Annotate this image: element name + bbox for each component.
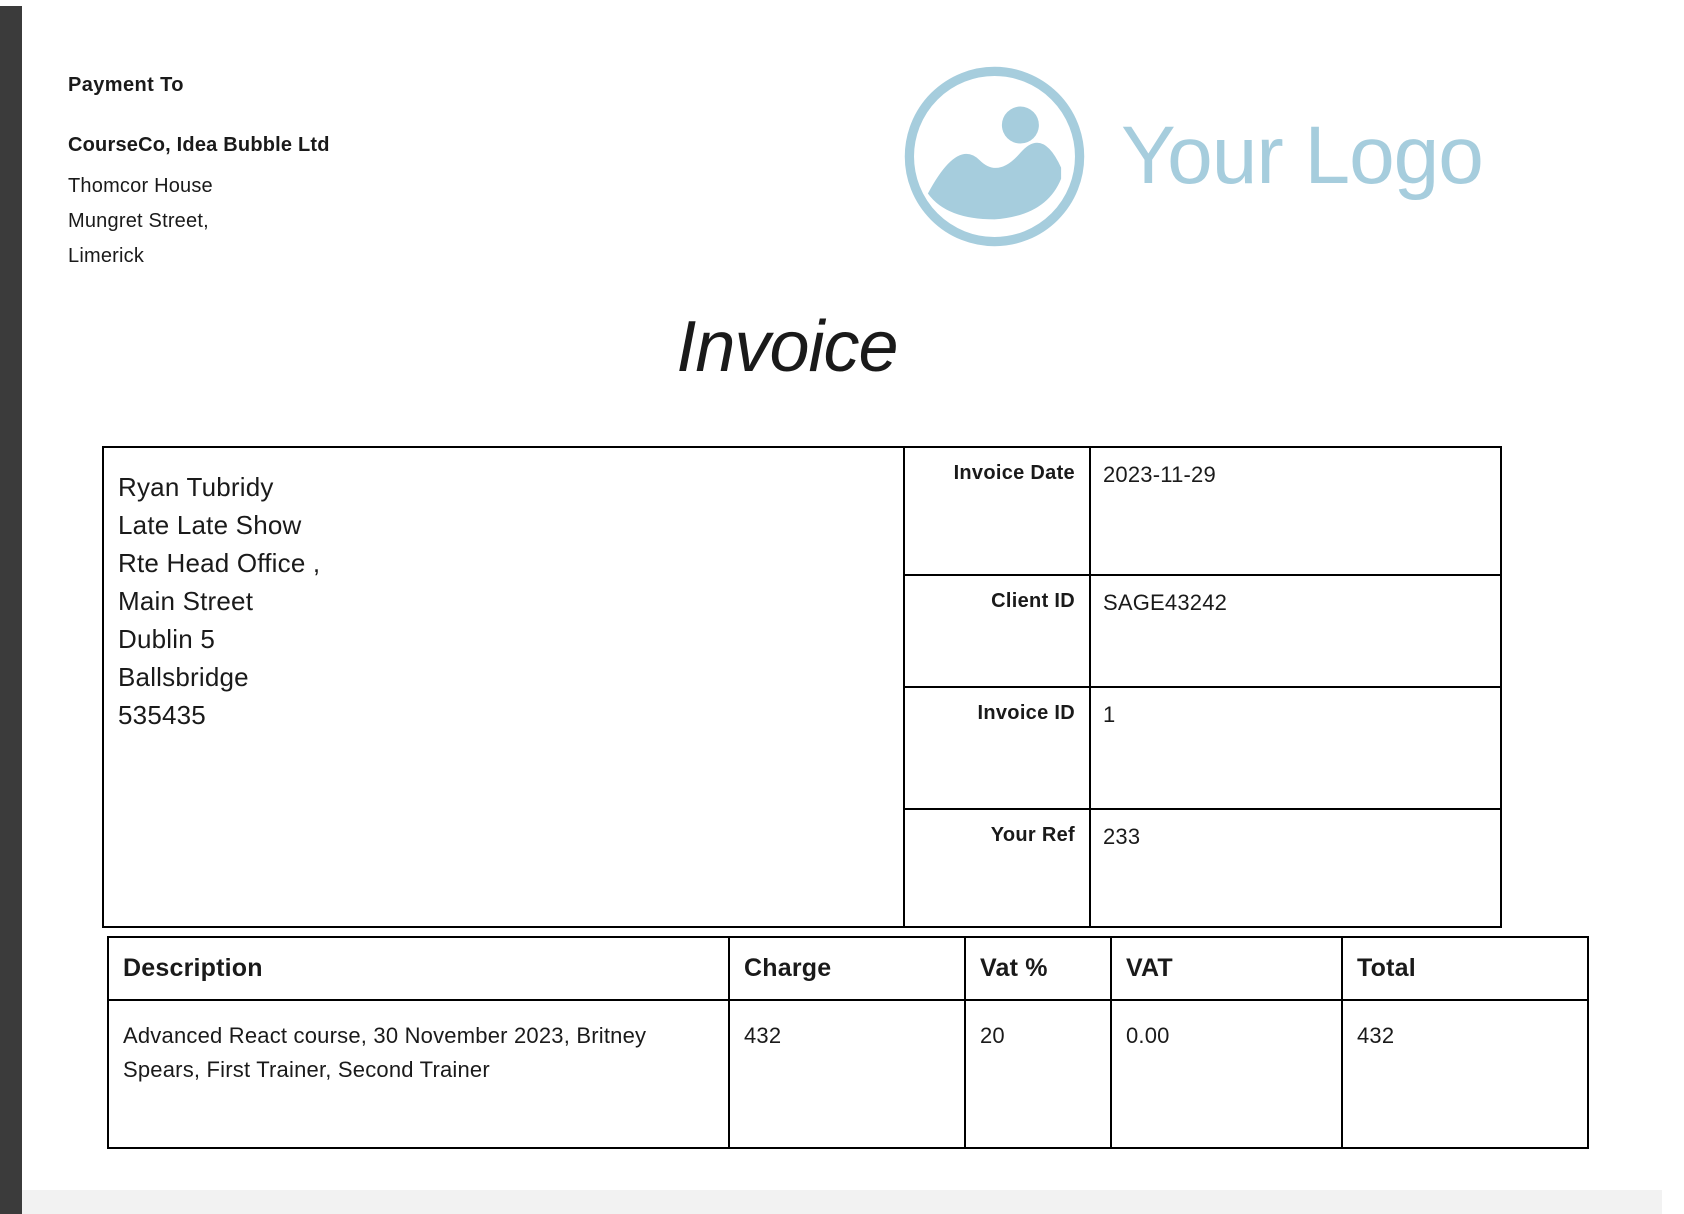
invoice-id-label: Invoice ID — [904, 687, 1090, 809]
line-items-table — [107, 936, 1589, 1149]
image-placeholder-icon — [902, 64, 1087, 249]
bill-to-line: Rte Head Office , — [118, 548, 321, 578]
cell-charge: 432 — [729, 1000, 965, 1148]
cell-vat: 0.00 — [1111, 1000, 1342, 1148]
payment-to-block — [68, 74, 708, 274]
cell-total: 432 — [1342, 1000, 1588, 1148]
payment-to-address-line: Thomcor House — [68, 175, 213, 197]
your-ref-label: Your Ref — [904, 809, 1090, 927]
window-left-gutter — [0, 0, 22, 1214]
payment-to-address-line: Limerick — [68, 245, 145, 267]
invoice-date-label: Invoice Date — [904, 447, 1090, 575]
bill-to-line: Ryan Tubridy — [118, 472, 274, 502]
table-row — [103, 447, 1501, 575]
column-header-total: Total — [1342, 937, 1588, 1000]
cell-description: Advanced React course, 30 November 2023, Britney Spears, First Trainer, Second Trainer — [108, 1000, 729, 1148]
logo — [902, 46, 1522, 266]
column-header-charge: Charge — [729, 937, 965, 1000]
column-header-description: Description — [108, 937, 729, 1000]
invoice-header — [22, 6, 1662, 306]
bill-to-line: Ballsbridge — [118, 662, 249, 692]
client-id-label: Client ID — [904, 575, 1090, 687]
table-row — [108, 1000, 1588, 1148]
page-bottom-edge — [22, 1190, 1662, 1214]
bill-to-cell — [103, 447, 904, 927]
invoice-page — [22, 6, 1662, 1196]
bill-to-line: Late Late Show — [118, 510, 302, 540]
invoice-date-value: 2023-11-29 — [1090, 447, 1501, 575]
bill-to-line: Main Street — [118, 586, 254, 616]
cell-vat-percent: 20 — [965, 1000, 1111, 1148]
page-title: Invoice — [676, 307, 898, 387]
your-ref-value: 233 — [1090, 809, 1501, 927]
bill-to-line: Dublin 5 — [118, 624, 215, 654]
client-id-value: SAGE43242 — [1090, 575, 1501, 687]
invoice-info-table — [102, 446, 1502, 928]
payment-to-address-line: Mungret Street, — [68, 210, 209, 232]
table-header-row — [108, 937, 1588, 1000]
payment-to-label: Payment To — [68, 74, 184, 96]
bill-to-line: 535435 — [118, 700, 206, 730]
payment-to-company: CourseCo, Idea Bubble Ltd — [68, 134, 330, 156]
invoice-id-value: 1 — [1090, 687, 1501, 809]
logo-text: Your Logo — [1121, 110, 1483, 201]
column-header-vat: VAT — [1111, 937, 1342, 1000]
column-header-vat-percent: Vat % — [965, 937, 1111, 1000]
